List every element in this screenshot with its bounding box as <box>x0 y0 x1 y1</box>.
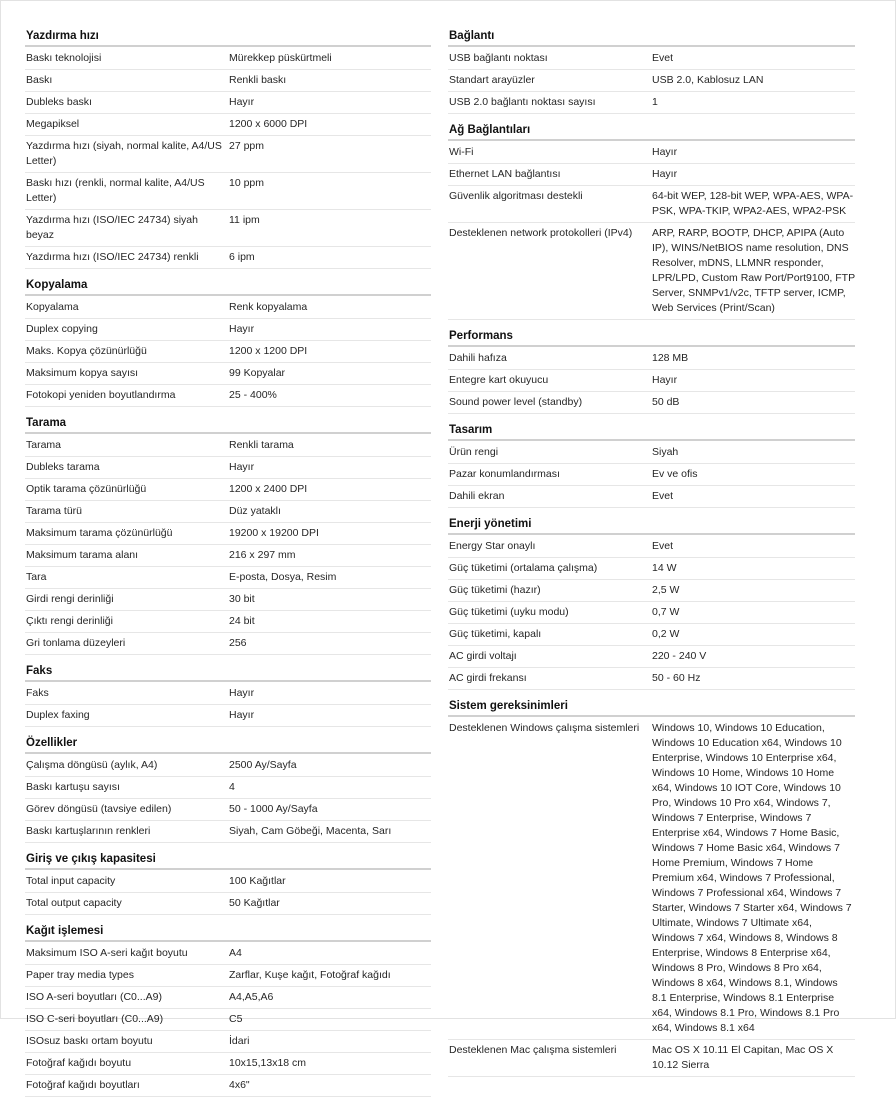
spec-row <box>25 567 431 589</box>
spec-value: 0,7 W <box>652 606 680 618</box>
spec-section-ozellikler <box>25 735 431 843</box>
spec-label: Fotokopi yeniden boyutlandırma <box>26 389 176 401</box>
spec-row <box>448 186 855 223</box>
spec-row <box>25 755 431 777</box>
spec-label: Desteklenen network protokolleri (IPv4) <box>449 227 633 239</box>
spec-label: Maksimum ISO A-seri kağıt boyutu <box>26 947 188 959</box>
spec-label: Dubleks baskı <box>26 96 92 108</box>
spec-row <box>448 464 855 486</box>
section-title: Kağıt işlemesi <box>25 923 431 942</box>
spec-value: 1200 x 1200 DPI <box>229 345 308 357</box>
spec-row <box>25 1075 431 1097</box>
spec-row <box>448 142 855 164</box>
spec-label: Güvenlik algoritması destekli <box>449 190 583 202</box>
spec-section-kopyalama <box>25 277 431 407</box>
spec-value: Evet <box>652 52 674 64</box>
spec-value: A4,A5,A6 <box>229 991 274 1003</box>
spec-label: USB bağlantı noktası <box>449 52 548 64</box>
spec-row <box>25 965 431 987</box>
spec-value: 0,2 W <box>652 628 680 640</box>
spec-label: Total input capacity <box>26 875 116 887</box>
spec-value: 4 <box>229 781 235 793</box>
spec-row <box>25 363 431 385</box>
spec-row <box>448 718 855 1040</box>
spec-label: Megapiksel <box>26 118 80 130</box>
spec-row <box>25 479 431 501</box>
spec-row <box>448 602 855 624</box>
spec-label: Maksimum tarama çözünürlüğü <box>26 527 173 539</box>
spec-value: 27 ppm <box>229 140 265 152</box>
spec-section-giris-ve-cikis-kapasitesi <box>25 851 431 915</box>
spec-row <box>448 558 855 580</box>
spec-label: Baskı <box>26 74 53 86</box>
spec-row <box>25 943 431 965</box>
spec-value: 216 x 297 mm <box>229 549 296 561</box>
spec-value: İdari <box>229 1035 250 1047</box>
spec-row <box>448 624 855 646</box>
section-title: Performans <box>448 328 855 347</box>
spec-value: 256 <box>229 637 247 649</box>
spec-label: AC girdi voltajı <box>449 650 517 662</box>
spec-section-performans <box>448 328 855 414</box>
spec-row <box>25 319 431 341</box>
spec-section-yazdirma-hizi <box>25 28 431 269</box>
spec-value: 99 Kopyalar <box>229 367 286 379</box>
section-title: Tarama <box>25 415 431 434</box>
spec-row <box>448 486 855 508</box>
spec-value: Hayır <box>229 461 255 473</box>
spec-row <box>448 370 855 392</box>
spec-row <box>25 70 431 92</box>
section-title: Bağlantı <box>448 28 855 47</box>
spec-row <box>25 136 431 173</box>
section-title: Ağ Bağlantıları <box>448 122 855 141</box>
spec-label: ISO A-seri boyutları (C0...A9) <box>26 991 162 1003</box>
spec-value: 1 <box>652 96 658 108</box>
spec-row <box>448 164 855 186</box>
left-spec-column <box>25 28 431 1105</box>
section-title: Tasarım <box>448 422 855 441</box>
spec-label: Entegre kart okuyucu <box>449 374 549 386</box>
spec-value: Evet <box>652 490 674 502</box>
spec-section-baglanti <box>448 28 855 114</box>
spec-value: 50 Kağıtlar <box>229 897 280 909</box>
spec-value: Hayır <box>229 709 255 721</box>
spec-value: 50 dB <box>652 396 680 408</box>
spec-section-ag-baglantilari <box>448 122 855 320</box>
spec-section-kagit-islemesi <box>25 923 431 1097</box>
spec-row <box>25 545 431 567</box>
spec-row <box>25 247 431 269</box>
section-title: Enerji yönetimi <box>448 516 855 535</box>
spec-row <box>25 611 431 633</box>
spec-label: Kopyalama <box>26 301 79 313</box>
spec-row <box>25 114 431 136</box>
spec-section-tarama <box>25 415 431 655</box>
spec-label: Güç tüketimi (ortalama çalışma) <box>449 562 598 574</box>
spec-label: Yazdırma hızı (siyah, normal kalite, A4/US Letter) <box>26 140 222 167</box>
spec-label: Baskı kartuşlarının renkleri <box>26 825 151 837</box>
spec-row <box>25 435 431 457</box>
spec-row <box>25 871 431 893</box>
spec-row <box>25 501 431 523</box>
spec-value: Renkli tarama <box>229 439 294 451</box>
spec-row <box>25 799 431 821</box>
spec-value: Mac OS X 10.11 El Capitan, Mac OS X 10.12 Sierra <box>652 1044 834 1071</box>
spec-label: Ethernet LAN bağlantısı <box>449 168 561 180</box>
spec-value: 19200 x 19200 DPI <box>229 527 319 539</box>
spec-label: Tarama türü <box>26 505 83 517</box>
section-title: Yazdırma hızı <box>25 28 431 47</box>
spec-row <box>448 536 855 558</box>
spec-value: Windows 10, Windows 10 Education, Windows 10 Education x64, Windows 10 Enterprise, Windows 10 Enterprise x64, Windows 10 Home, Windows 10 Home x64, Windows 10 IOT Core, Windows 10 Pro, Windows 10 Pro x64, Windows 7, Windows 7 Enterprise, Windows 7 Enterprise x64, Windows 7 Home Basic, Windows 7 Home Basic x64, Windows 7 Home Premium, Windows 7 Home Premium x64, Windows 7 Professional, Windows 7 Professional x64, Windows 7 Starter, Windows 7 Starter x64, Windows 7 Ultimate, Windows 7 Ultimate x64, Windows 7 x64, Windows 8, Windows 8 Enterprise, Windows 8 Enterprise x64, Windows 8 Pro, Windows 8 Pro x64, Windows 8 x64, Windows 8.1, Windows 8.1 Enterprise, Windows 8.1 Enterprise x64, Windows 8.1 Pro, Windows 8.1 Pro x64, Windows 8.1 x64 <box>652 722 852 1034</box>
spec-value: 10x15,13x18 cm <box>229 1057 307 1069</box>
spec-label: Duplex faxing <box>26 709 90 721</box>
spec-value: Hayır <box>652 168 678 180</box>
spec-label: Fotoğraf kağıdı boyutları <box>26 1079 140 1091</box>
spec-label: Tarama <box>26 439 62 451</box>
spec-value: C5 <box>229 1013 243 1025</box>
section-title: Kopyalama <box>25 277 431 296</box>
spec-value: 1200 x 2400 DPI <box>229 483 308 495</box>
spec-row <box>448 646 855 668</box>
spec-row <box>448 48 855 70</box>
spec-row <box>448 668 855 690</box>
spec-label: Yazdırma hızı (ISO/IEC 24734) siyah beyaz <box>26 214 198 241</box>
spec-row <box>25 987 431 1009</box>
spec-value: 14 W <box>652 562 677 574</box>
spec-label: Görev döngüsü (tavsiye edilen) <box>26 803 172 815</box>
spec-row <box>25 210 431 247</box>
spec-row <box>448 223 855 320</box>
spec-label: Çıktı rengi derinliği <box>26 615 113 627</box>
spec-value: Zarflar, Kuşe kağıt, Fotoğraf kağıdı <box>229 969 391 981</box>
spec-row <box>25 92 431 114</box>
section-title: Sistem gereksinimleri <box>448 698 855 717</box>
spec-label: Duplex copying <box>26 323 98 335</box>
spec-value: Renkli baskı <box>229 74 287 86</box>
spec-row <box>25 385 431 407</box>
spec-label: Standart arayüzler <box>449 74 535 86</box>
spec-label: Gri tonlama düzeyleri <box>26 637 126 649</box>
spec-label: Desteklenen Mac çalışma sistemleri <box>449 1044 617 1056</box>
spec-value: 220 - 240 V <box>652 650 707 662</box>
spec-row <box>25 821 431 843</box>
spec-label: Total output capacity <box>26 897 122 909</box>
spec-row <box>448 442 855 464</box>
spec-row <box>25 893 431 915</box>
spec-label: Desteklenen Windows çalışma sistemleri <box>449 722 640 734</box>
spec-value: Hayır <box>229 687 255 699</box>
spec-value: Hayır <box>229 96 255 108</box>
spec-row <box>448 392 855 414</box>
spec-value: 24 bit <box>229 615 255 627</box>
spec-row <box>25 523 431 545</box>
spec-label: Dubleks tarama <box>26 461 100 473</box>
spec-label: Wi-Fi <box>449 146 474 158</box>
spec-label: Optik tarama çözünürlüğü <box>26 483 147 495</box>
spec-label: Dahili ekran <box>449 490 505 502</box>
spec-value: Ev ve ofis <box>652 468 698 480</box>
spec-value: 11 ipm <box>229 214 260 226</box>
spec-row <box>25 173 431 210</box>
spec-row <box>25 457 431 479</box>
spec-label: Dahili hafıza <box>449 352 507 364</box>
spec-value: 10 ppm <box>229 177 265 189</box>
spec-value: 2500 Ay/Sayfa <box>229 759 297 771</box>
spec-label: ISOsuz baskı ortam boyutu <box>26 1035 153 1047</box>
spec-value: Siyah, Cam Göbeği, Macenta, Sarı <box>229 825 392 837</box>
spec-label: AC girdi frekansı <box>449 672 527 684</box>
spec-row <box>448 580 855 602</box>
spec-section-faks <box>25 663 431 727</box>
spec-label: Maksimum tarama alanı <box>26 549 139 561</box>
spec-value: A4 <box>229 947 242 959</box>
spec-value: Düz yataklı <box>229 505 281 517</box>
spec-value: USB 2.0, Kablosuz LAN <box>652 74 764 86</box>
spec-row <box>25 1031 431 1053</box>
spec-label: Girdi rengi derinliği <box>26 593 114 605</box>
spec-label: Pazar konumlandırması <box>449 468 560 480</box>
spec-row <box>25 777 431 799</box>
spec-value: E-posta, Dosya, Resim <box>229 571 337 583</box>
spec-row <box>25 1053 431 1075</box>
spec-label: Baskı kartuşu sayısı <box>26 781 120 793</box>
spec-label: Ürün rengi <box>449 446 499 458</box>
spec-label: Maksimum kopya sayısı <box>26 367 139 379</box>
spec-value: 2,5 W <box>652 584 680 596</box>
spec-row <box>25 341 431 363</box>
spec-label: Baskı teknolojisi <box>26 52 102 64</box>
spec-label: Sound power level (standby) <box>449 396 583 408</box>
spec-row <box>25 48 431 70</box>
section-title: Faks <box>25 663 431 682</box>
spec-value: Evet <box>652 540 674 552</box>
spec-value: Hayır <box>229 323 255 335</box>
spec-value: 100 Kağıtlar <box>229 875 286 887</box>
spec-value: Renk kopyalama <box>229 301 308 313</box>
section-title: Özellikler <box>25 735 431 754</box>
spec-value: 64-bit WEP, 128-bit WEP, WPA-AES, WPA-PSK, WPA-TKIP, WPA2-AES, WPA2-PSK <box>652 190 854 217</box>
spec-value: 50 - 1000 Ay/Sayfa <box>229 803 318 815</box>
spec-row <box>25 705 431 727</box>
spec-label: Güç tüketimi (hazır) <box>449 584 541 596</box>
spec-section-enerji-yonetimi <box>448 516 855 690</box>
spec-value: 4x6" <box>229 1079 250 1091</box>
spec-value: 6 ipm <box>229 251 255 263</box>
spec-label: Faks <box>26 687 49 699</box>
spec-row <box>448 348 855 370</box>
spec-label: Yazdırma hızı (ISO/IEC 24734) renkli <box>26 251 199 263</box>
spec-label: ISO C-seri boyutları (C0...A9) <box>26 1013 164 1025</box>
spec-value: Hayır <box>652 374 678 386</box>
spec-row <box>25 297 431 319</box>
spec-label: Energy Star onaylı <box>449 540 536 552</box>
spec-row <box>25 589 431 611</box>
section-title: Giriş ve çıkış kapasitesi <box>25 851 431 870</box>
spec-label: Güç tüketimi, kapalı <box>449 628 542 640</box>
right-spec-column <box>448 28 855 1085</box>
spec-row <box>448 70 855 92</box>
spec-value: Siyah <box>652 446 679 458</box>
spec-row <box>448 1040 855 1077</box>
spec-section-sistem-gereksinimleri <box>448 698 855 1077</box>
spec-value: 1200 x 6000 DPI <box>229 118 308 130</box>
spec-value: 25 - 400% <box>229 389 277 401</box>
spec-label: Tara <box>26 571 47 583</box>
spec-row <box>25 1009 431 1031</box>
spec-value: 128 MB <box>652 352 689 364</box>
spec-value: 50 - 60 Hz <box>652 672 701 684</box>
spec-row <box>25 633 431 655</box>
spec-label: Maks. Kopya çözünürlüğü <box>26 345 147 357</box>
spec-label: Fotoğraf kağıdı boyutu <box>26 1057 132 1069</box>
spec-label: USB 2.0 bağlantı noktası sayısı <box>449 96 596 108</box>
spec-value: Hayır <box>652 146 678 158</box>
spec-row <box>448 92 855 114</box>
spec-value: Mürekkep püskürtmeli <box>229 52 332 64</box>
spec-section-tasarim <box>448 422 855 508</box>
spec-label: Güç tüketimi (uyku modu) <box>449 606 569 618</box>
spec-label: Çalışma döngüsü (aylık, A4) <box>26 759 158 771</box>
spec-value: 30 bit <box>229 593 255 605</box>
spec-label: Baskı hızı (renkli, normal kalite, A4/US Letter) <box>26 177 205 204</box>
spec-row <box>25 683 431 705</box>
spec-value: ARP, RARP, BOOTP, DHCP, APIPA (Auto IP), WINS/NetBIOS name resolution, DNS Resolver, mDNS, LLMNR responder, LPR/LPD, Custom Raw Port/Port9100, FTP Server, SNMPv1/v2c, TFTP server, ICMP, Web Services (Print/Scan) <box>652 227 855 314</box>
spec-label: Paper tray media types <box>26 969 134 981</box>
